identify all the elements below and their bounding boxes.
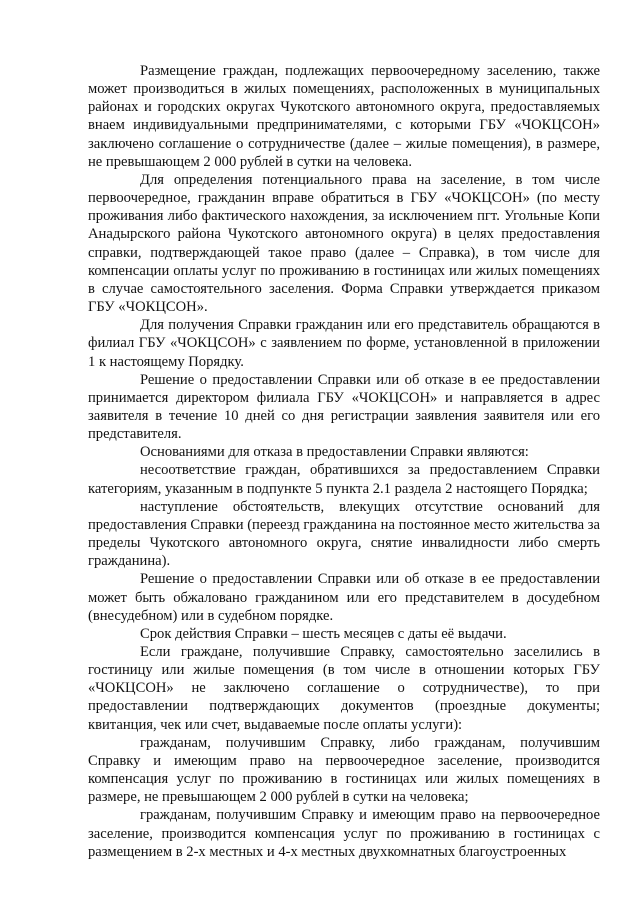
paragraph-10: Если граждане, получившие Справку, самостоятельно заселились в гостиницу или жилые помещения (в том числе в отношении которых ГБУ «ЧОКЦСОН» не заключено соглашение о сотрудничестве), то при предоставлении подтверждающих документов (проездные документы; квитанция, чек или счет, выдаваемые после оплаты услуги): — [88, 644, 600, 733]
paragraph-8: Решение о предоставлении Справки или об отказе в ее предоставлении может быть обжаловано гражданином или его представителем в досудебном (внесудебном) или в судебном порядке. — [88, 571, 600, 624]
paragraph-9: Срок действия Справки – шесть месяцев с даты её выдачи. — [140, 625, 507, 642]
paragraph-1: Размещение граждан, подлежащих первоочередному заселению, также может производиться в жилых помещениях, расположенных в муниципальных районах и городских округах Чукотского автономного округа, предоставляемых внаем индивидуальными предпринимателями, с которыми ГБУ «ЧОКЦСОН» заключено соглашение о сотрудничестве (далее – жилые помещения), в размере, не превышающем 2 000 рублей в сутки на человека. — [88, 63, 600, 170]
paragraph-12: гражданам, получившим Справку и имеющим право на первоочередное заселение, производится компенсация услуг по проживанию в гостиницах с размещением в 2-х местных и 4-х местных двухкомнатных благоустроенных — [88, 807, 600, 860]
paragraph-2: Для определения потенциального права на заселение, в том числе первоочередное, гражданин вправе обратиться в ГБУ «ЧОКЦСОН» (по месту проживания либо фактического нахождения, за исключением пгт. Угольные Копи Анадырского района Чукотского автономного округа) в целях предоставления справки, подтверждающей такое право (далее – Справка), в том числе для компенсации оплаты услуг по проживанию в гостиницах или жилых помещениях в случае самостоятельного заселения. Форма Справки утверждается приказом ГБУ «ЧОКЦСОН». — [88, 171, 600, 316]
paragraph-4: Решение о предоставлении Справки или об отказе в ее предоставлении принимается директором филиала ГБУ «ЧОКЦСОН» и направляется в адрес заявителя в течение 10 дней со дня регистрации заявления заявителя или его представителя. — [88, 371, 600, 443]
paragraph-3: Для получения Справки гражданин или его представитель обращаются в филиал ГБУ «ЧОКЦСОН» с заявлением по форме, установленной в приложении 1 к настоящему Порядку. — [88, 317, 600, 370]
document-body — [88, 62, 600, 861]
paragraph-7: наступление обстоятельств, влекущих отсутствие оснований для предоставления Справки (переезд гражданина на постоянное место жительства за пределы Чукотского автономного округа, снятие инвалидности либо смерть гражданина). — [88, 498, 600, 570]
paragraph-6: несоответствие граждан, обратившихся за предоставлением Справки категориям, указанным в подпункте 5 пункта 2.1 раздела 2 настоящего Порядка; — [88, 462, 600, 497]
paragraph-5: Основаниями для отказа в предоставлении Справки являются: — [140, 444, 529, 461]
paragraph-11: гражданам, получившим Справку, либо гражданам, получившим Справку и имеющим право на первоочередное заселение, производится компенсация услуг по проживанию в гостиницах или жилых помещениях в размере, не превышающем 2 000 рублей в сутки на человека; — [88, 734, 600, 806]
